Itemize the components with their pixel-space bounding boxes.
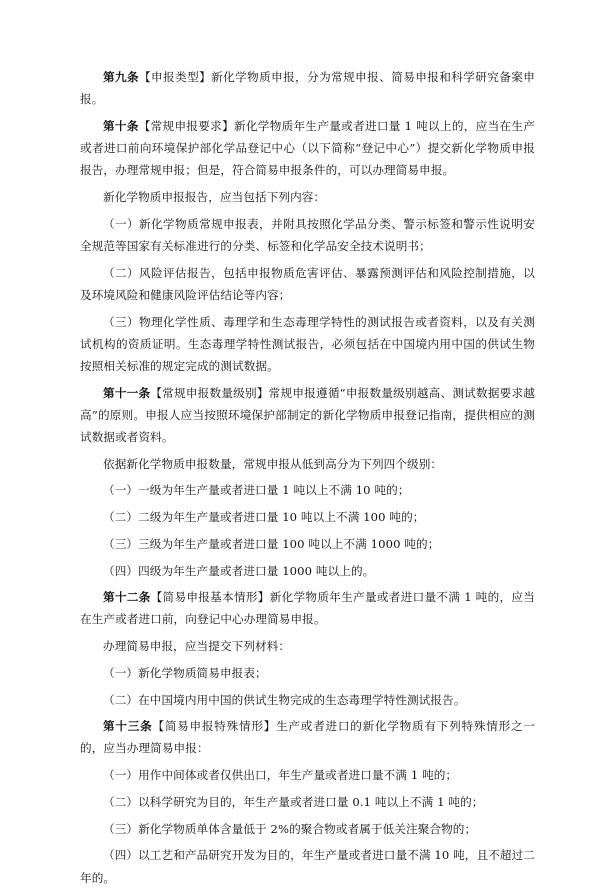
- paragraph-text: 【简易申报基本情形】新化学物质年生产量或者进口量不满 1 吨的，应当在生产或者进口前，向登记中心办理简易申报。: [80, 590, 536, 627]
- paragraph-text: 【常规申报数量级别】常规申报遵循“申报数量级别越高、测试数据要求越高”的原则。申报人应当按照环境保护部制定的新化学物质申报登记指南，提供相应的测试数据或者资料。: [80, 385, 536, 445]
- list-item: [80, 262, 535, 306]
- list-item: [80, 506, 535, 528]
- article-9: [80, 66, 535, 110]
- list-item: [80, 213, 535, 257]
- paragraph-text: （二）在中国境内用中国的供试生物完成的生态毒理学特性测试报告。: [103, 692, 466, 707]
- list-item: [80, 533, 535, 555]
- paragraph-text: （一）新化学物质简易申报表；: [103, 665, 267, 680]
- paragraph-text: （二）风险评估报告，包括申报物质危害评估、暴露预测评估和风险控制措施，以及环境风险和健康风险评估结论等内容；: [80, 265, 535, 302]
- list-item: [80, 764, 535, 786]
- list-item: [80, 844, 535, 888]
- paragraph-text: 【简易申报特殊情形】生产或者进口的新化学物质有下列特殊情形之一的，应当办理简易申报：: [80, 719, 535, 756]
- list-item: [80, 818, 535, 840]
- paragraph-text: （一）一级为年生产量或者进口量 1 吨以上不满 10 吨的；: [103, 483, 410, 498]
- article-number: 第九条: [103, 70, 140, 84]
- paragraph-text: 办理简易申报，应当提交下列材料：: [103, 639, 291, 654]
- paragraph-text: （二）以科学研究为目的，年生产量或者进口量 0.1 吨以上不满 1 吨的；: [103, 794, 484, 809]
- paragraph-text: （四）四级为年生产量或者进口量 1000 吨以上的。: [103, 563, 375, 578]
- paragraph-text: 依据新化学物质申报数量，常规申报从低到高分为下列四个级别：: [103, 456, 443, 471]
- article-12: [80, 586, 535, 630]
- paragraph-text: 【常规申报要求】新化学物质年生产量或者进口量 1 吨以上的，应当在生产或者进口前向环境保护部化学品登记中心（以下简称“登记中心”）提交新化学物质申报报告，办理常规申报；但是，符合简易申报条件的，可以办理简易申报。: [80, 118, 536, 178]
- paragraph-text: （一）新化学物质常规申报表，并附具按照化学品分类、警示标签和警示性说明安全规范等国家有关标准进行的分类、标签和化学品安全技术说明书；: [80, 216, 535, 253]
- article-number: 第十一条: [103, 385, 151, 400]
- paragraph-text: 新化学物质申报报告，应当包括下列内容：: [103, 190, 326, 205]
- paragraph-text: （三）物理化学性质、毒理学和生态毒理学特性的测试报告或者资料，以及有关测试机构的资质证明。生态毒理学特性测试报告，必须包括在中国境内用中国的供试生物按照相关标准的规定完成的测试数据。: [80, 314, 535, 373]
- paragraph: [80, 186, 535, 208]
- list-item: [80, 560, 535, 582]
- article-number: 第十二条: [103, 590, 151, 605]
- paragraph-text: （三）三级为年生产量或者进口量 100 吨以上不满 1000 吨的；: [103, 536, 440, 551]
- paragraph-text: （一）用作中间体或者仅供出口，年生产量或者进口量不满 1 吨的；: [103, 768, 458, 783]
- paragraph-text: （二）二级为年生产量或者进口量 10 吨以上不满 100 吨的；: [103, 510, 425, 525]
- list-item: [80, 311, 535, 378]
- article-10: [80, 115, 535, 182]
- list-item: [80, 689, 535, 711]
- paragraph: [80, 453, 535, 475]
- article-number: 第十条: [103, 118, 139, 133]
- article-13: [80, 715, 535, 759]
- paragraph-text: （四）以工艺和产品研究开发为目的，年生产量或者进口量不满 10 吨，且不超过二年的。: [80, 848, 535, 885]
- list-item: [80, 662, 535, 684]
- list-item: [80, 791, 535, 813]
- paragraph-text: 【申报类型】新化学物质申报，分为常规申报、简易申报和科学研究备案申报。: [80, 70, 535, 107]
- paragraph-text: （三）新化学物质单体含量低于 2%的聚合物或者属于低关注聚合物的；: [103, 821, 477, 836]
- article-number: 第十三条: [103, 719, 153, 734]
- paragraph: [80, 635, 535, 657]
- document-body: [80, 66, 535, 893]
- list-item: [80, 479, 535, 501]
- article-11: [80, 382, 535, 449]
